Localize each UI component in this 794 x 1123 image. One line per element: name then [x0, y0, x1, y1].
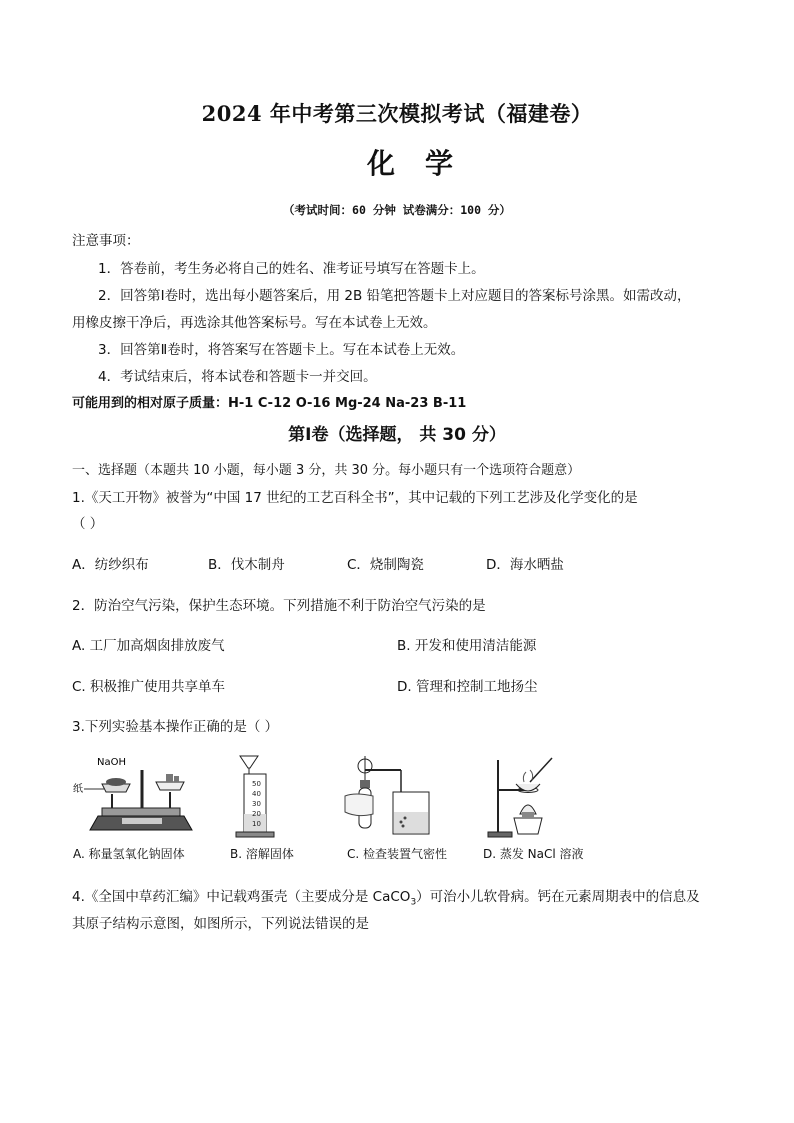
q1-bracket: （ ）: [72, 516, 104, 532]
q3-stem: 3.下列实验基本操作正确的是（ ）: [72, 719, 279, 735]
section-instruction: 一、选择题（本题共 10 小题，每小题 3 分，共 30 分。每小题只有一个选项符合题意）: [72, 463, 581, 478]
cylinder-mark: 40: [252, 790, 261, 798]
q3-caption-c: C. 检查装置气密性: [347, 847, 448, 861]
q2-stem: 2．防治空气污染，保护生态环境。下列措施不利于防治空气污染的是: [72, 598, 486, 614]
atomic-masses: 可能用到的相对原子质量：H-1 C-12 O-16 Mg-24 Na-23 B-11: [72, 396, 467, 411]
q2-option-d: D. 管理和控制工地扬尘: [397, 679, 538, 695]
q2-option-a: A. 工厂加高烟囱排放废气: [72, 638, 225, 654]
q1-option-b: B．伐木制舟: [208, 557, 285, 573]
cylinder-mark: 10: [252, 820, 261, 828]
q3-caption-d: D. 蒸发 NaCl 溶液: [483, 847, 584, 861]
graduated-cylinder-figure: [228, 752, 288, 842]
q1-option-c: C．烧制陶瓷: [347, 557, 424, 573]
notice-item: 4．考试结束后，将本试卷和答题卡一并交回。: [98, 369, 377, 385]
q1-option-d: D．海水晒盐: [486, 557, 564, 573]
notice-item: 1．答卷前，考生务必将自己的姓名、准考证号填写在答题卡上。: [98, 261, 485, 277]
balance-figure: [72, 752, 204, 842]
notice-heading: 注意事项：: [72, 233, 140, 249]
q4-stem-part: ）可治小儿软骨病。钙在元素周期表中的信息及: [416, 889, 700, 905]
cylinder-mark: 50: [252, 780, 261, 788]
q2-option-b: B. 开发和使用清洁能源: [397, 638, 537, 654]
q1-option-a: A．纺纱织布: [72, 557, 149, 573]
q4-subscript: 3: [410, 897, 417, 908]
q1-stem: 1.《天工开物》被誉为“中国 17 世纪的工艺百科全书”，其中记载的下列工艺涉及化学变化的是: [72, 490, 638, 506]
notice-item: 3．回答第Ⅱ卷时，将答案写在答题卡上。写在本试卷上无效。: [98, 342, 465, 358]
exam-title: 2024 年中考第三次模拟考试（福建卷）: [201, 101, 593, 126]
q3-caption-a: A. 称量氢氧化钠固体: [73, 847, 185, 861]
airtightness-figure: [343, 752, 443, 842]
q2-option-c: C. 积极推广使用共享单车: [72, 679, 226, 695]
exam-time-info: （考试时间：60 分钟 试卷满分：100 分）: [283, 203, 511, 217]
q3-caption-b: B. 溶解固体: [230, 847, 294, 861]
section-heading: 第Ⅰ卷（选择题， 共 30 分）: [288, 425, 506, 445]
paper-label: 纸: [73, 784, 83, 795]
evaporation-figure: [480, 752, 590, 842]
subject-title: 化学: [366, 147, 483, 180]
notice-item: 2．回答第Ⅰ卷时，选出每小题答案后，用 2B 铅笔把答题卡上对应题目的答案标号涂黑。如需改动，: [98, 288, 691, 304]
q4-stem-line2: 其原子结构示意图，如图所示，下列说法错误的是: [72, 916, 369, 932]
notice-item: 用橡皮擦干净后，再选涂其他答案标号。写在本试卷上无效。: [72, 315, 437, 331]
cylinder-mark: 20: [252, 810, 261, 818]
q4-stem-line1: [72, 885, 700, 908]
cylinder-mark: 30: [252, 800, 261, 808]
q4-stem-part: 4.《全国中草药汇编》中记载鸡蛋壳（主要成分是 CaCO: [72, 889, 411, 905]
naoh-label: NaOH: [97, 757, 126, 768]
